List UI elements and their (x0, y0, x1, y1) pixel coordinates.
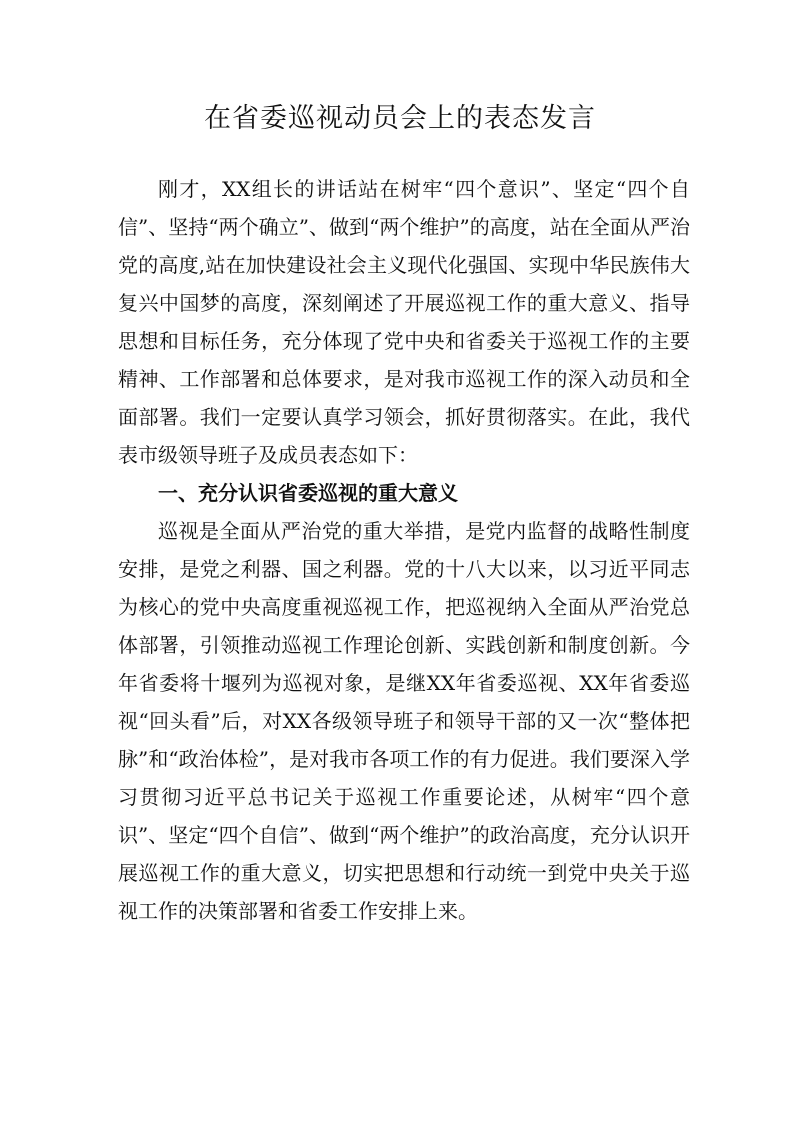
intro-paragraph: 刚才，XX组长的讲话站在树牢“四个意识”、坚定“四个自信”、坚持“两个确立”、做到“两个维护”的高度，站在全面从严治党的高度,站在加快建设社会主义现代化强国、实现中华民族伟大复兴中国梦的高度，深刻阐述了开展巡视工作的重大意义、指导思想和目标任务，充分体现了党中央和省委关于巡视工作的主要精神、工作部署和总体要求，是对我市巡视工作的深入动员和全面部署。我们一定要认真学习领会，抓好贯彻落实。在此，我代表市级领导班子及成员表态如下： (118, 177, 690, 467)
section-heading: 一、充分认识省委巡视的重大意义 (158, 481, 458, 505)
document-title: 在省委巡视动员会上的表态发言 (204, 103, 596, 134)
section-paragraph: 巡视是全面从严治党的重大举措，是党内监督的战略性制度安排，是党之利器、国之利器。党的十八大以来，以习近平同志为核心的党中央高度重视巡视工作，把巡视纳入全面从严治党总体部署，引领推动巡视工作理论创新、实践创新和制度创新。今年省委将十堰列为巡视对象，是继XX年省委巡视、XX年省委巡视“回头看”后，对XX各级领导班子和领导干部的又一次“整体把脉”和“政治体检”，是对我市各项工作的有力促进。我们要深入学习贯彻习近平总书记关于巡视工作重要论述，从树牢“四个意识”、坚定“四个自信”、做到“两个维护”的政治高度，充分认识开展巡视工作的重大意义，切实把思想和行动统一到党中央关于巡视工作的决策部署和省委工作安排上来。 (118, 519, 690, 923)
document-body (118, 170, 690, 930)
